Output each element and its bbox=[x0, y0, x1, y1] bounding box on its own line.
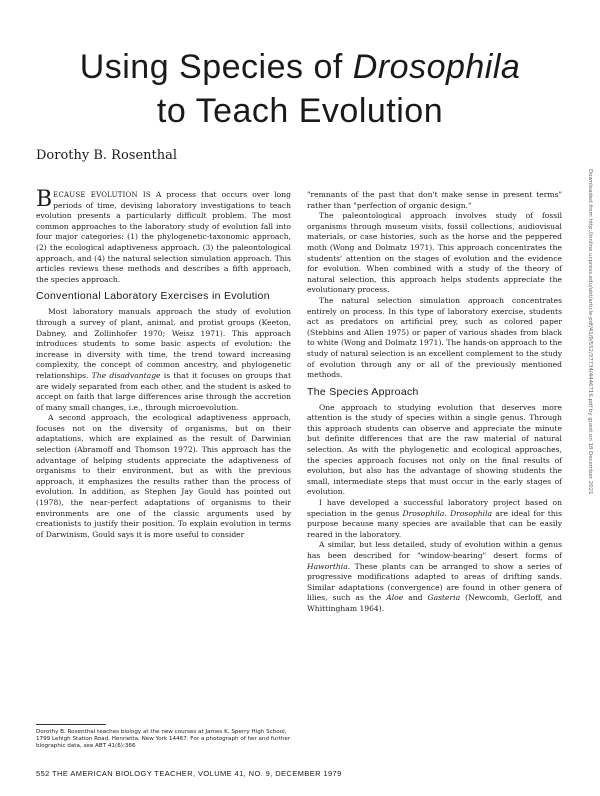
author-name: Dorothy B. Rosenthal bbox=[36, 148, 178, 163]
genus-italic: Drosophila bbox=[450, 508, 493, 518]
download-watermark bbox=[586, 170, 594, 610]
paragraph-text: (Newcomb, Gerloff, and Whittingham 1964). bbox=[307, 593, 563, 613]
paragraph-species-2 bbox=[307, 498, 562, 540]
page-title-line-1 bbox=[0, 48, 600, 87]
paragraph-text: and bbox=[403, 593, 428, 603]
paragraph-species-1: One approach to studying evolution that deserves more attention is the study of species within a single genus. Through this approach students can observe and appreciate the minute but definite differences that are the raw material of natural selection. As with the phylogenetic and ecological approaches, the species approach focuses not only on the final results of evolution, but also has the advantage of showing students the small, intermediate steps that must occur in the early stages of evolution. bbox=[307, 402, 562, 497]
paragraph-paleontological: The paleontological approach involves study of fossil organisms through museum visits, fossil collections, audiovisual materials, or case histories, such as the horse and the peppered moth (Wong and Dolmatz 1971). This approach concentrates the students' attention on the stages of evolution and the evidence for evolution. When combined with a study of the theory of natural selection, this approach helps students appreciate the evolutionary process. bbox=[307, 211, 562, 295]
genus-italic: Gasteria bbox=[427, 593, 461, 603]
paragraph-italic: The disadvantage bbox=[91, 370, 161, 380]
title-genus: Drosophila bbox=[352, 48, 521, 86]
paragraph-continued: "remnants of the past that don't make sense in present terms" rather than "perfection of organic design." bbox=[307, 190, 562, 210]
paragraph-text: A similar, but less detailed, study of evolution within a genus has been described for "window-bearing" desert forms of bbox=[307, 540, 562, 560]
page-footer: 552 THE AMERICAN BIOLOGY TEACHER, VOLUME 41, NO. 9, DECEMBER 1979 bbox=[36, 769, 342, 778]
paragraph-natural-selection: The natural selection simulation approach concentrates entirely on process. In this type of laboratory exercise, students act as predators on artificial prey, such as colored paper (Stebbins and Allen 1975) or paper of various shades from black to white (Wong and Dolmatz 1971). The hands-on approach to the study of natural selection is an excellent complement to the study of evolution through any or all of the previously mentioned methods. bbox=[307, 295, 562, 380]
left-column bbox=[36, 187, 292, 540]
intro-paragraph bbox=[36, 187, 292, 285]
author-footnote: Dorothy B. Rosenthal teaches biology at the new courses at James K. Sperry High School, 1799 Lehigh Station Road, Henrietta, New York 14467. For a photograph of her and further biographic data, see ABT 41(6):366 bbox=[36, 729, 291, 750]
genus-italic: Drosophila bbox=[402, 508, 445, 518]
genus-italic: Aloe bbox=[386, 593, 404, 603]
paragraph-text: I have developed a successful laboratory project based on speciation in the genus bbox=[307, 498, 562, 518]
paragraph-conventional-1 bbox=[36, 307, 291, 413]
paragraph-text: is that it focuses on groups that are widely separated from each other, and the student is asked to accept on faith that large differences arise through the accretion of many small changes, i.e., through microevolution. bbox=[36, 370, 291, 412]
paragraph-text: Most laboratory manuals approach the study of evolution through a survey of plant, animal, and protist groups (Keeton, Dabney, and Zollinhofer 1970; Weisz 1971). This approach introduces students to some basic aspects of evolution: the increase in diversity with time, the trend toward increasing complexity, the concept of common ancestry, and phylogenetic relationships. bbox=[36, 307, 291, 380]
intro-smallcaps: ECAUSE EVOLUTION IS bbox=[53, 191, 151, 199]
page-title-line-2: to Teach Evolution bbox=[156, 92, 444, 130]
section-heading-conventional: Conventional Laboratory Exercises in Evolution bbox=[36, 290, 270, 303]
paragraph-text: are ideal for this purpose because many species are available that can be easily reared in the laboratory. bbox=[307, 508, 563, 539]
paragraph-text: . bbox=[444, 508, 451, 518]
section-heading-species: The Species Approach bbox=[307, 385, 419, 398]
paragraph-text: . These plants can be arranged to show a series of progressive modifications adapted to areas of drifting sands. Similar adaptations (convergence) are found in other genera of lilies, such as the bbox=[307, 561, 562, 603]
paragraph-conventional-2: A second approach, the ecological adaptiveness approach, focuses not on the diversity of organisms, but on their adaptations, which are explained as the result of Darwinian selection (Abramoff and Thomson 1972). This approach has the advantage of helping students appreciate the adaptiveness of organisms to their environment, but as with the previous approach, it emphasizes the results rather than the process of evolution. In addition, as Stephen Jay Gould has pointed out (1978), the near-perfect adaptations of organisms to their environments are one of the classic arguments used by creationists to justify their position. To explain evolution in terms of Darwinism, Gould says it is more useful to consider bbox=[36, 413, 291, 539]
genus-italic: Haworthia bbox=[307, 561, 348, 571]
download-watermark-text: Downloaded from http://online.ucpress.edu/abt/article-pdf/41/9/552/37734/4446716.pdf by guest on 18 December 2021 bbox=[587, 169, 593, 495]
intro-text: A process that occurs over long periods of time, devising laboratory investigations to teach evolution presents a particularly difficult problem. The most common approaches to the laboratory study of evolution fall into four major categories: (1) the phylogenetic-taxonomic approach, (2) the ecological adaptiveness approach, (3) the paleontological approach, and (4) the natural selection simulation approach. This articles reviews these methods and describes a fifth approach, the species approach. bbox=[36, 190, 292, 284]
right-column bbox=[307, 190, 562, 615]
title-prefix: Using Species of bbox=[79, 48, 353, 86]
footnote-divider bbox=[36, 724, 106, 725]
paragraph-species-3 bbox=[307, 540, 562, 614]
drop-cap: B bbox=[36, 187, 53, 212]
